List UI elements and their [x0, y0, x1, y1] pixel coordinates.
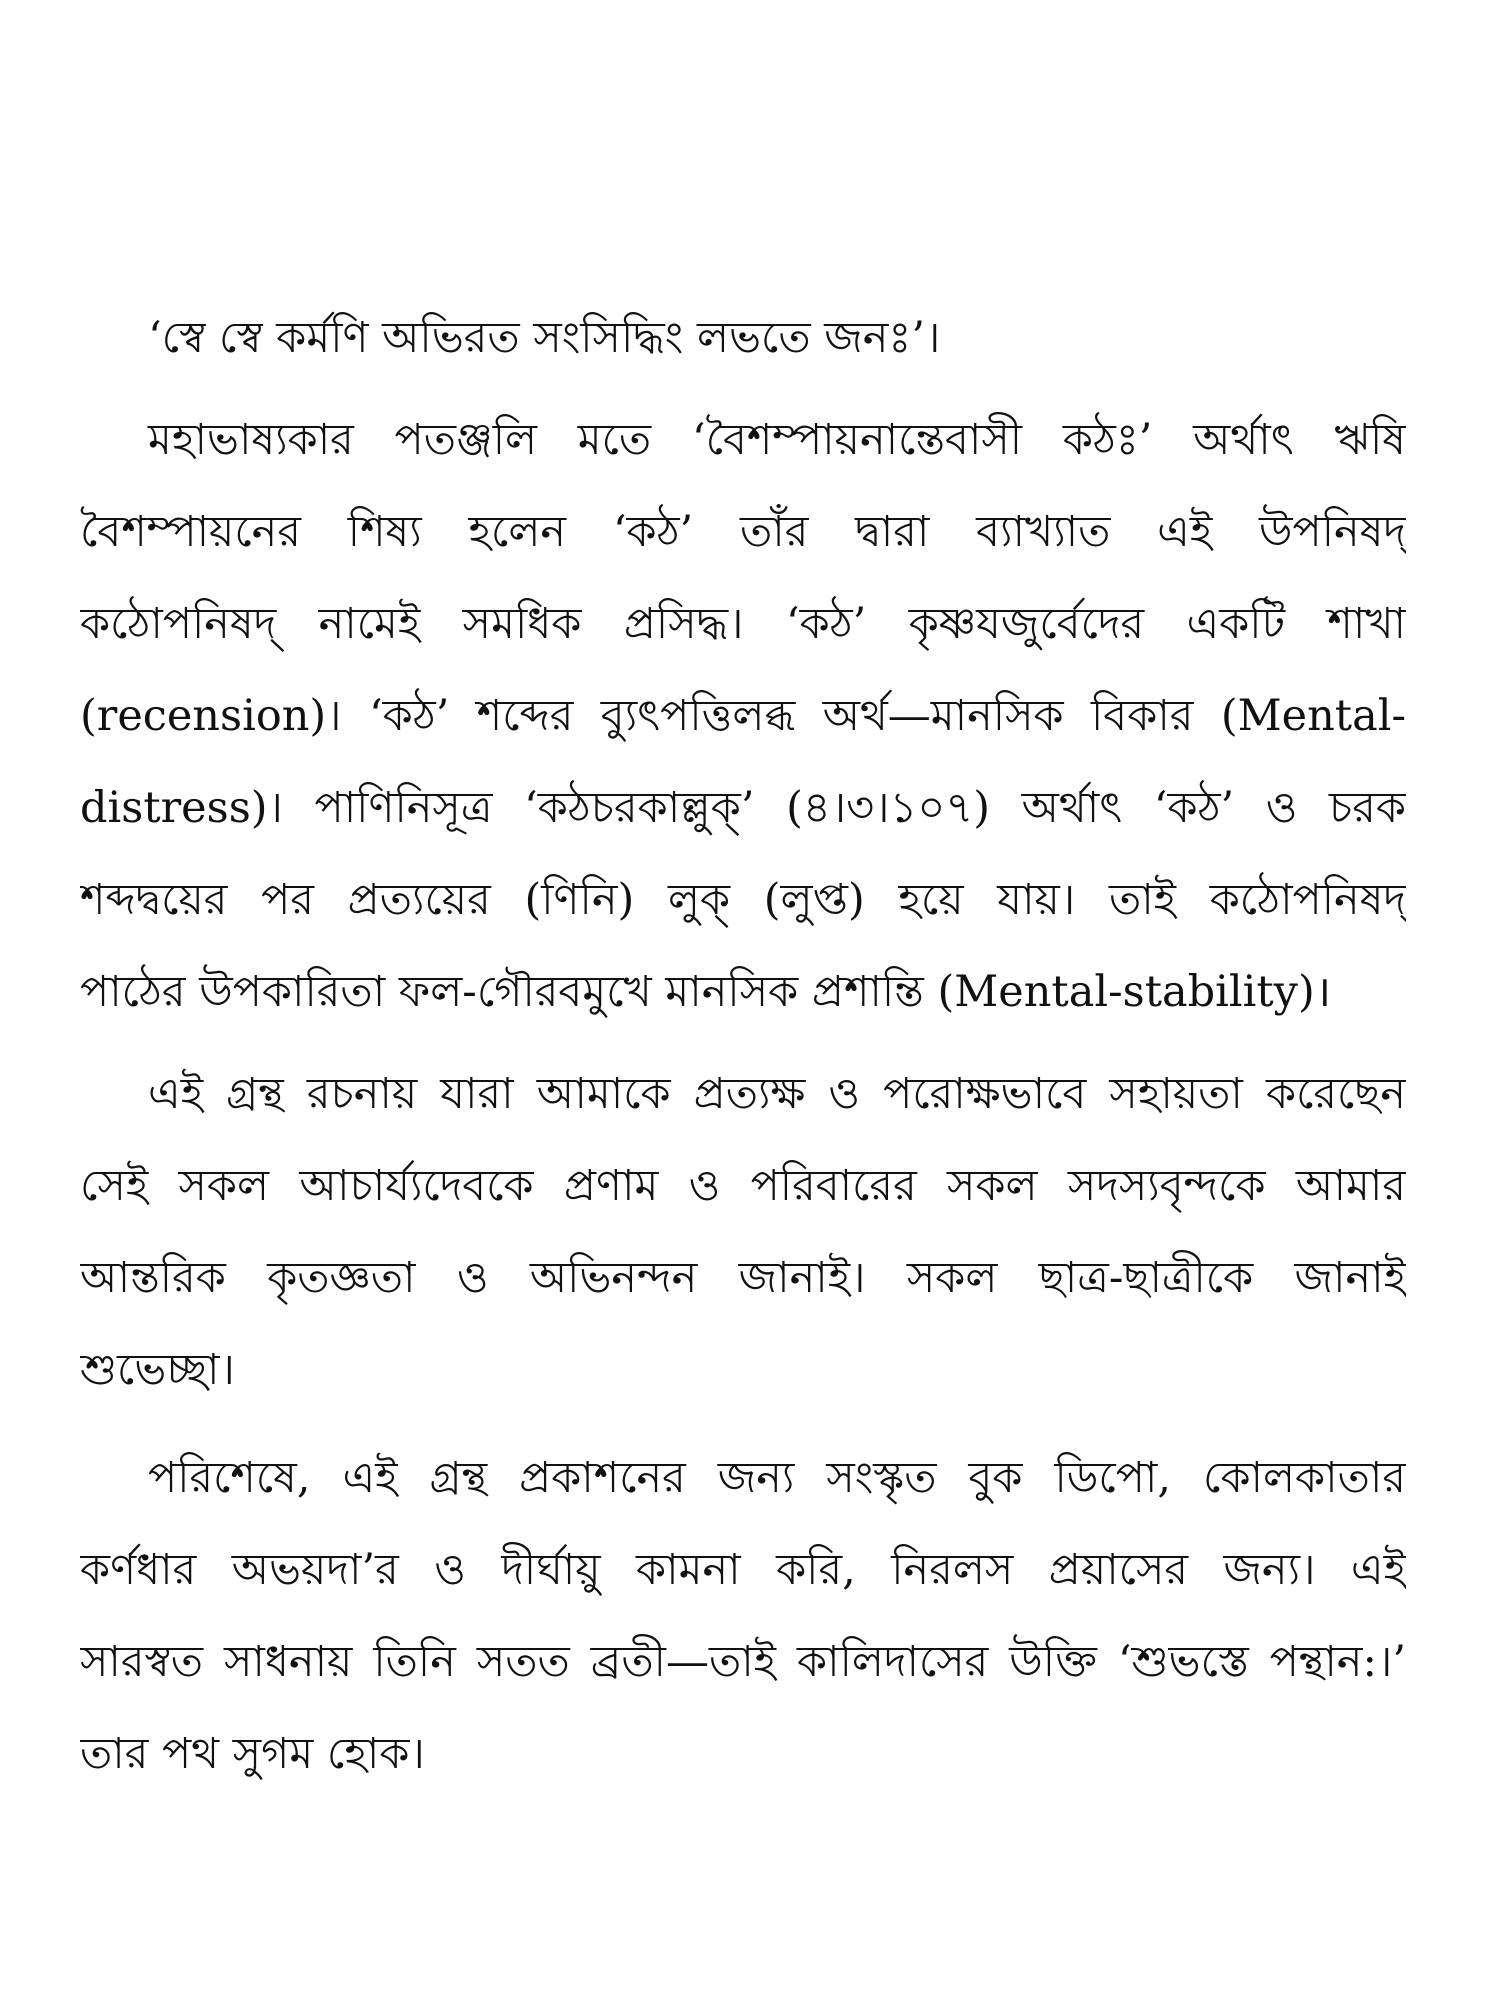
text-block: [80, 292, 1406, 1800]
paragraph-2-line-3: কঠোপনিষদ্ নামেই সমধিক প্রসিদ্ধ। ‘কঠ’ কৃষ্ণযজুর্বেদের একটি শাখা: [80, 599, 1406, 649]
paragraph-4-line-1: পরিশেষে, এই গ্রন্থ প্রকাশনের জন্য সংস্কৃত বুক ডিপো, কোলকাতার: [148, 1453, 1406, 1503]
paragraph-gap: [80, 384, 1406, 394]
paragraph-gap: [80, 1416, 1406, 1432]
paragraph-4-line-2: কর্ণধার অভয়দা’র ও দীর্ঘায়ু কামনা করি, নিরলস প্রয়াসের জন্য। এই: [80, 1545, 1406, 1595]
paragraph-3-line-4: শুভেচ্ছা।: [80, 1345, 235, 1395]
paragraph-2-line-1: মহাভাষ্যকার পতঞ্জলি মতে ‘বৈশম্পায়নান্তেবাসী কঠঃ’ অর্থাৎ ঋষি: [148, 415, 1406, 465]
paragraph-gap: [80, 1038, 1406, 1048]
paragraph-2-line-7: পাঠের উপকারিতা ফল-গৌরবমুখে মানসিক প্রশান্তি (Mental-stability)।: [80, 967, 1332, 1017]
paragraph-2-line-6: শব্দদ্বয়ের পর প্রত্যয়ের (ণিনি) লুক্ (লুপ্ত) হয়ে যায়। তাই কঠোপনিষদ্: [80, 875, 1406, 925]
paragraph-3-line-1: এই গ্রন্থ রচনায় যারা আমাকে প্রত্যক্ষ ও পরোক্ষভাবে সহায়তা করেছেন: [148, 1069, 1406, 1119]
paragraph-3-line-2: সেই সকল আচার্য্যদেবকে প্রণাম ও পরিবারের সকল সদস্যবৃন্দকে আমার: [80, 1161, 1406, 1211]
paragraph-2-line-2: বৈশম্পায়নের শিষ্য হলেন ‘কঠ’ তাঁর দ্বারা ব্যাখ্যাত এই উপনিষদ্: [80, 507, 1406, 557]
paragraph-2-line-5: distress)। পাণিনিসূত্র ‘কঠচরকাল্লুক্’ (৪।৩।১০৭) অর্থাৎ ‘কঠ’ ও চরক: [80, 783, 1406, 833]
paragraph-1-line-1: ‘স্বে স্বে কর্মণি অভিরত সংসিদ্ধিং লভতে জনঃ’।: [148, 313, 941, 363]
paragraph-4-line-4: তার পথ সুগম হোক।: [80, 1729, 425, 1779]
paragraph-2-line-4: (recension)। ‘কঠ’ শব্দের ব্যুৎপত্তিলব্ধ অর্থ—মানসিক বিকার (Mental-: [80, 691, 1406, 741]
paragraph-4-line-3: সারস্বত সাধনায় তিনি সতত ব্রতী—তাই কালিদাসের উক্তি ‘শুভস্তে পন্থান:।’: [80, 1637, 1406, 1687]
paragraph-3-line-3: আন্তরিক কৃতজ্ঞতা ও অভিনন্দন জানাই। সকল ছাত্র-ছাত্রীকে জানাই: [80, 1253, 1406, 1303]
